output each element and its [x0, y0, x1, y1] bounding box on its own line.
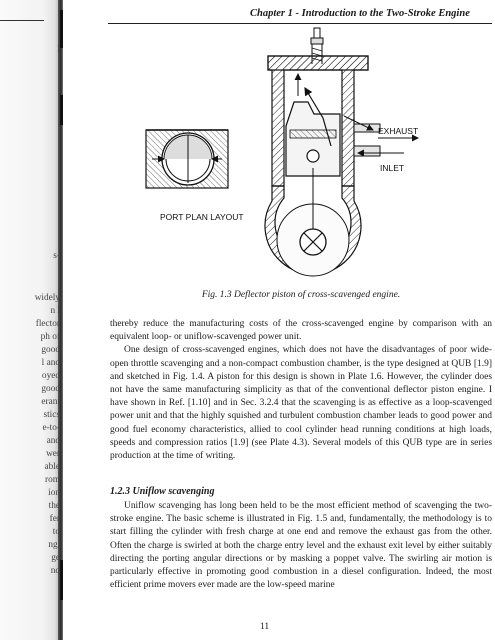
paragraph: thereby reduce the manufacturing costs of the cross-scavenged engine by comparison with an equivalent loop- or uniflow-scavenged power unit. — [110, 319, 492, 343]
paragraph: One design of cross-scavenged engines, which does not have the disadvantages of poor wide-open throttle scavenging and a non-compact combustion chamber, is the type designed at QUB [1.9] and sketched in Fig. 1.4. A piston for this design is shown in Plate 1.6. However, the cylinder does not have the same manufacturing simplicity as that of the conventional deflector piston engine. I have shown in Ref. [1.10] and in Sec. 3.2.4 that the scavenging is as effective as a loop-scavenged power unit and that the highly squished and turbulent combustion chamber leads to good power and good fuel economy characteristics, allied to cool cylinder head running conditions at high loads, speeds and compression ratios [1.9] (see Plate 4.3). Several models of this QUB type are in series production at the time of writing. — [110, 345, 492, 462]
spine-mark — [60, 560, 63, 600]
margin-fragment: ph of — [40, 332, 60, 342]
paragraph: Uniflow scavenging has long been held to be the most efficient method of scavenging the two-stroke engine. The basic scheme is illustrated in Fig. 1.5 and, fundamentally, the methodology is to start filling the cylinder with fresh charge at one end and remove the exhaust gas from the other. Often the charge is swirled at both the charge entry level and the exhaust exit level by either suitably directing the porting angular directions or by masking a poppet valve. The swirling air motion is particularly effective in promoting good combustion in a diesel configuration. Indeed, the most efficient prime movers ever made are the low-speed marine — [110, 501, 492, 591]
margin-fragment: to — [52, 527, 60, 537]
margin-fragment: ion — [48, 488, 60, 498]
margin-fragment: l and — [41, 358, 60, 368]
port-plan-layout — [146, 130, 228, 188]
margin-fragment: n l — [50, 306, 60, 316]
margin-fragment: ng, — [48, 540, 60, 550]
margin-fragment: ge — [51, 553, 60, 563]
header-rule — [108, 23, 492, 24]
port-plan-label: PORT PLAN LAYOUT — [160, 212, 244, 222]
margin-fragment: l — [57, 45, 60, 55]
section-body — [110, 500, 492, 592]
margin-fragment: good — [41, 345, 60, 355]
margin-fragment: widely — [34, 293, 60, 303]
margin-fragment: good — [41, 384, 60, 394]
margin-fragment: e-to- — [42, 423, 60, 433]
inlet-label: INLET — [380, 163, 405, 173]
section-heading: 1.2.3 Uniflow scavenging — [110, 486, 215, 497]
margin-fragment: able — [44, 462, 60, 472]
exhaust-label: EXHAUST — [378, 126, 419, 136]
margin-fragment: erant — [41, 397, 60, 407]
body-text-block — [110, 318, 492, 463]
chapter-header: Chapter 1 - Introduction to the Two-Stroke Engine — [250, 8, 470, 19]
margin-fragment: and — [46, 436, 60, 446]
margin-rule — [0, 20, 44, 21]
margin-fragment: nd — [50, 566, 60, 576]
margin-fragment: wer — [46, 449, 60, 459]
margin-fragment: rom — [45, 475, 60, 485]
page-number: 11 — [260, 622, 270, 632]
spine-mark — [60, 95, 63, 125]
margin-fragment: oyed — [41, 371, 60, 381]
margin-fragment: s- — [53, 251, 60, 261]
figure-caption: Fig. 1.3 Deflector piston of cross-scavenged engine. — [201, 290, 401, 300]
margin-fragment: flector — [35, 319, 60, 329]
inlet-port — [354, 146, 404, 156]
margin-fragment: stics — [43, 410, 60, 420]
margin-fragment: the — [48, 501, 60, 511]
margin-fragment: fer — [49, 514, 60, 524]
deflector-piston-figure — [128, 26, 468, 288]
deflector-piston — [286, 102, 340, 176]
spine-mark — [60, 10, 63, 48]
